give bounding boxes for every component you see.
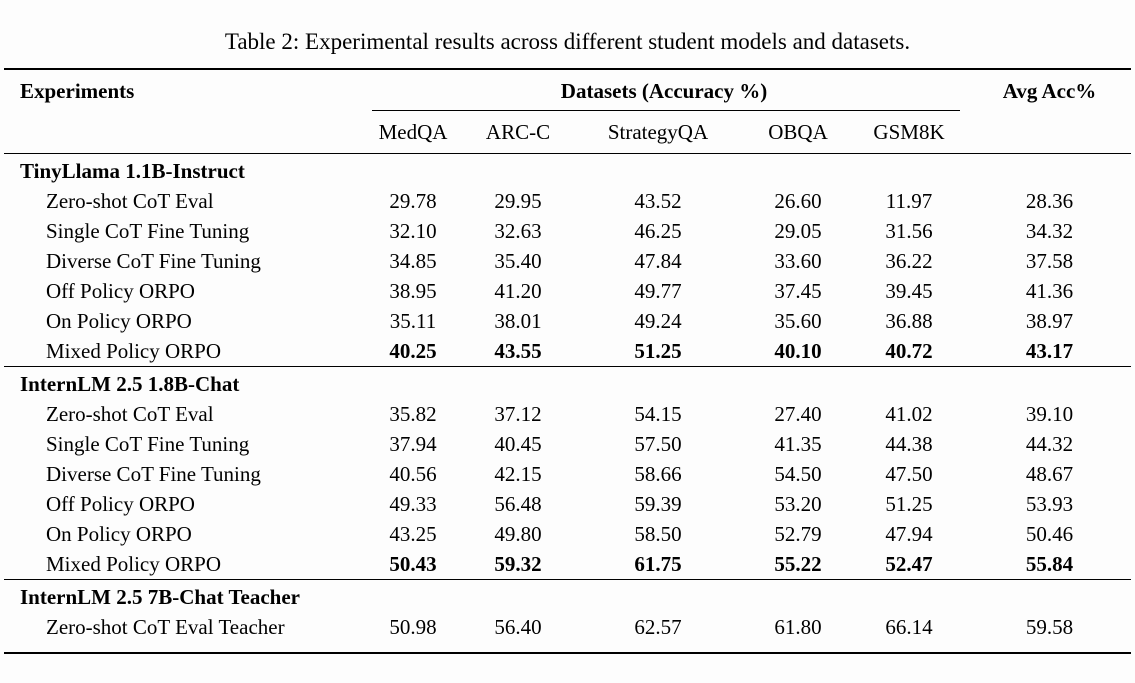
dataset-value: 11.97 xyxy=(885,189,933,213)
avg-value: 50.46 xyxy=(1025,522,1074,546)
table-row xyxy=(4,429,1131,459)
group-header-row xyxy=(4,154,1131,187)
dataset-value: 52.47 xyxy=(885,552,933,576)
table-row xyxy=(4,519,1131,549)
dataset-value: 58.66 xyxy=(634,462,682,486)
column-header-strategyqa: StrategyQA xyxy=(570,111,746,154)
dataset-value: 31.56 xyxy=(885,219,933,243)
dataset-value: 61.80 xyxy=(774,615,822,639)
dataset-value: 37.45 xyxy=(774,279,822,303)
dataset-value: 53.20 xyxy=(774,492,822,516)
dataset-value: 58.50 xyxy=(634,522,682,546)
avg-value: 28.36 xyxy=(1025,189,1074,213)
group-header-row xyxy=(4,367,1131,400)
group-header-row xyxy=(4,580,1131,613)
dataset-value: 35.40 xyxy=(494,249,542,273)
dataset-value: 49.80 xyxy=(494,522,542,546)
dataset-value: 37.12 xyxy=(494,402,542,426)
table-row xyxy=(4,216,1131,246)
avg-value: 37.58 xyxy=(1025,249,1074,273)
avg-value: 43.17 xyxy=(1025,339,1074,363)
column-header-gsm8k: GSM8K xyxy=(850,111,968,154)
avg-acc-column-header: Avg Acc% xyxy=(968,69,1131,154)
group-name: InternLM 2.5 1.8B-Chat xyxy=(4,367,1131,400)
header-row-top xyxy=(4,69,1131,111)
dataset-value: 29.95 xyxy=(494,189,542,213)
table-row xyxy=(4,459,1131,489)
table-row xyxy=(4,336,1131,367)
dataset-value: 49.24 xyxy=(634,309,682,333)
dataset-value: 50.43 xyxy=(389,552,437,576)
dataset-value: 52.79 xyxy=(774,522,822,546)
column-header-medqa: MedQA xyxy=(360,111,466,154)
results-table xyxy=(4,68,1131,654)
dataset-value: 32.63 xyxy=(494,219,542,243)
experiment-label: On Policy ORPO xyxy=(46,522,192,546)
dataset-value: 35.60 xyxy=(774,309,822,333)
column-header-arc-c: ARC-C xyxy=(466,111,570,154)
dataset-value: 35.11 xyxy=(389,309,437,333)
dataset-value: 66.14 xyxy=(885,615,933,639)
table-row xyxy=(4,612,1131,653)
avg-value: 55.84 xyxy=(1025,552,1074,576)
dataset-value: 47.94 xyxy=(885,522,933,546)
dataset-value: 57.50 xyxy=(634,432,682,456)
dataset-value: 40.56 xyxy=(389,462,437,486)
cmidrule-divider xyxy=(372,110,960,112)
experiment-label: Diverse CoT Fine Tuning xyxy=(46,462,261,486)
experiment-label: Off Policy ORPO xyxy=(46,492,195,516)
column-header-obqa: OBQA xyxy=(746,111,850,154)
dataset-value: 62.57 xyxy=(634,615,682,639)
dataset-value: 43.52 xyxy=(634,189,682,213)
dataset-value: 32.10 xyxy=(389,219,437,243)
dataset-value: 41.20 xyxy=(494,279,542,303)
dataset-value: 49.33 xyxy=(389,492,437,516)
experiment-label: Mixed Policy ORPO xyxy=(46,339,222,363)
experiment-label: On Policy ORPO xyxy=(46,309,192,333)
datasets-group-header-label: Datasets (Accuracy %) xyxy=(560,79,768,103)
dataset-value: 51.25 xyxy=(634,339,682,363)
dataset-value: 39.45 xyxy=(885,279,933,303)
dataset-value: 26.60 xyxy=(774,189,822,213)
table-header xyxy=(4,69,1131,154)
experiment-label: Mixed Policy ORPO xyxy=(46,552,222,576)
table-row xyxy=(4,489,1131,519)
avg-value: 41.36 xyxy=(1025,279,1074,303)
dataset-value: 38.95 xyxy=(389,279,437,303)
experiment-label: Off Policy ORPO xyxy=(46,279,195,303)
dataset-value: 35.82 xyxy=(389,402,437,426)
dataset-value: 36.88 xyxy=(885,309,933,333)
avg-value: 59.58 xyxy=(1025,615,1074,639)
experiments-column-header: Experiments xyxy=(4,69,360,154)
avg-value: 38.97 xyxy=(1025,309,1074,333)
dataset-value: 34.85 xyxy=(389,249,437,273)
dataset-value: 61.75 xyxy=(634,552,682,576)
dataset-value: 33.60 xyxy=(774,249,822,273)
table-row xyxy=(4,549,1131,580)
experiment-label: Diverse CoT Fine Tuning xyxy=(46,249,261,273)
dataset-value: 56.40 xyxy=(494,615,542,639)
dataset-value: 50.98 xyxy=(389,615,437,639)
dataset-value: 59.39 xyxy=(634,492,682,516)
avg-value: 39.10 xyxy=(1025,402,1074,426)
dataset-value: 59.32 xyxy=(494,552,542,576)
dataset-value: 43.55 xyxy=(494,339,542,363)
avg-value: 44.32 xyxy=(1025,432,1074,456)
group-name: InternLM 2.5 7B-Chat Teacher xyxy=(4,580,1131,613)
dataset-value: 47.84 xyxy=(634,249,682,273)
dataset-value: 38.01 xyxy=(494,309,542,333)
dataset-value: 55.22 xyxy=(774,552,822,576)
dataset-value: 40.25 xyxy=(389,339,437,363)
dataset-value: 29.05 xyxy=(774,219,822,243)
experiment-label: Zero-shot CoT Eval Teacher xyxy=(46,615,285,639)
dataset-value: 40.72 xyxy=(885,339,933,363)
dataset-value: 51.25 xyxy=(885,492,933,516)
dataset-value: 36.22 xyxy=(885,249,933,273)
dataset-value: 54.50 xyxy=(774,462,822,486)
avg-value: 53.93 xyxy=(1025,492,1074,516)
experiment-label: Zero-shot CoT Eval xyxy=(46,402,214,426)
experiment-label: Single CoT Fine Tuning xyxy=(46,219,250,243)
group-name: TinyLlama 1.1B-Instruct xyxy=(20,159,245,183)
avg-value: 34.32 xyxy=(1025,219,1074,243)
experiment-label: Zero-shot CoT Eval xyxy=(46,189,214,213)
dataset-value: 40.45 xyxy=(494,432,542,456)
dataset-value: 37.94 xyxy=(389,432,437,456)
dataset-value: 54.15 xyxy=(634,402,682,426)
table-row xyxy=(4,399,1131,429)
dataset-value: 56.48 xyxy=(494,492,542,516)
dataset-value: 27.40 xyxy=(774,402,822,426)
dataset-value: 44.38 xyxy=(885,432,933,456)
table-row xyxy=(4,246,1131,276)
avg-value: 48.67 xyxy=(1025,462,1074,486)
dataset-value: 29.78 xyxy=(389,189,437,213)
dataset-value: 46.25 xyxy=(634,219,682,243)
table-row xyxy=(4,186,1131,216)
experiment-label: Single CoT Fine Tuning xyxy=(46,432,250,456)
table-row xyxy=(4,306,1131,336)
datasets-group-header xyxy=(360,69,968,111)
dataset-value: 49.77 xyxy=(634,279,682,303)
table-row xyxy=(4,276,1131,306)
dataset-value: 43.25 xyxy=(389,522,437,546)
table-body xyxy=(4,154,1131,654)
dataset-value: 47.50 xyxy=(885,462,933,486)
dataset-value: 40.10 xyxy=(774,339,822,363)
dataset-value: 41.35 xyxy=(774,432,822,456)
dataset-value: 42.15 xyxy=(494,462,542,486)
dataset-value: 41.02 xyxy=(885,402,933,426)
table-caption: Table 2: Experimental results across different student models and datasets. xyxy=(224,29,911,54)
